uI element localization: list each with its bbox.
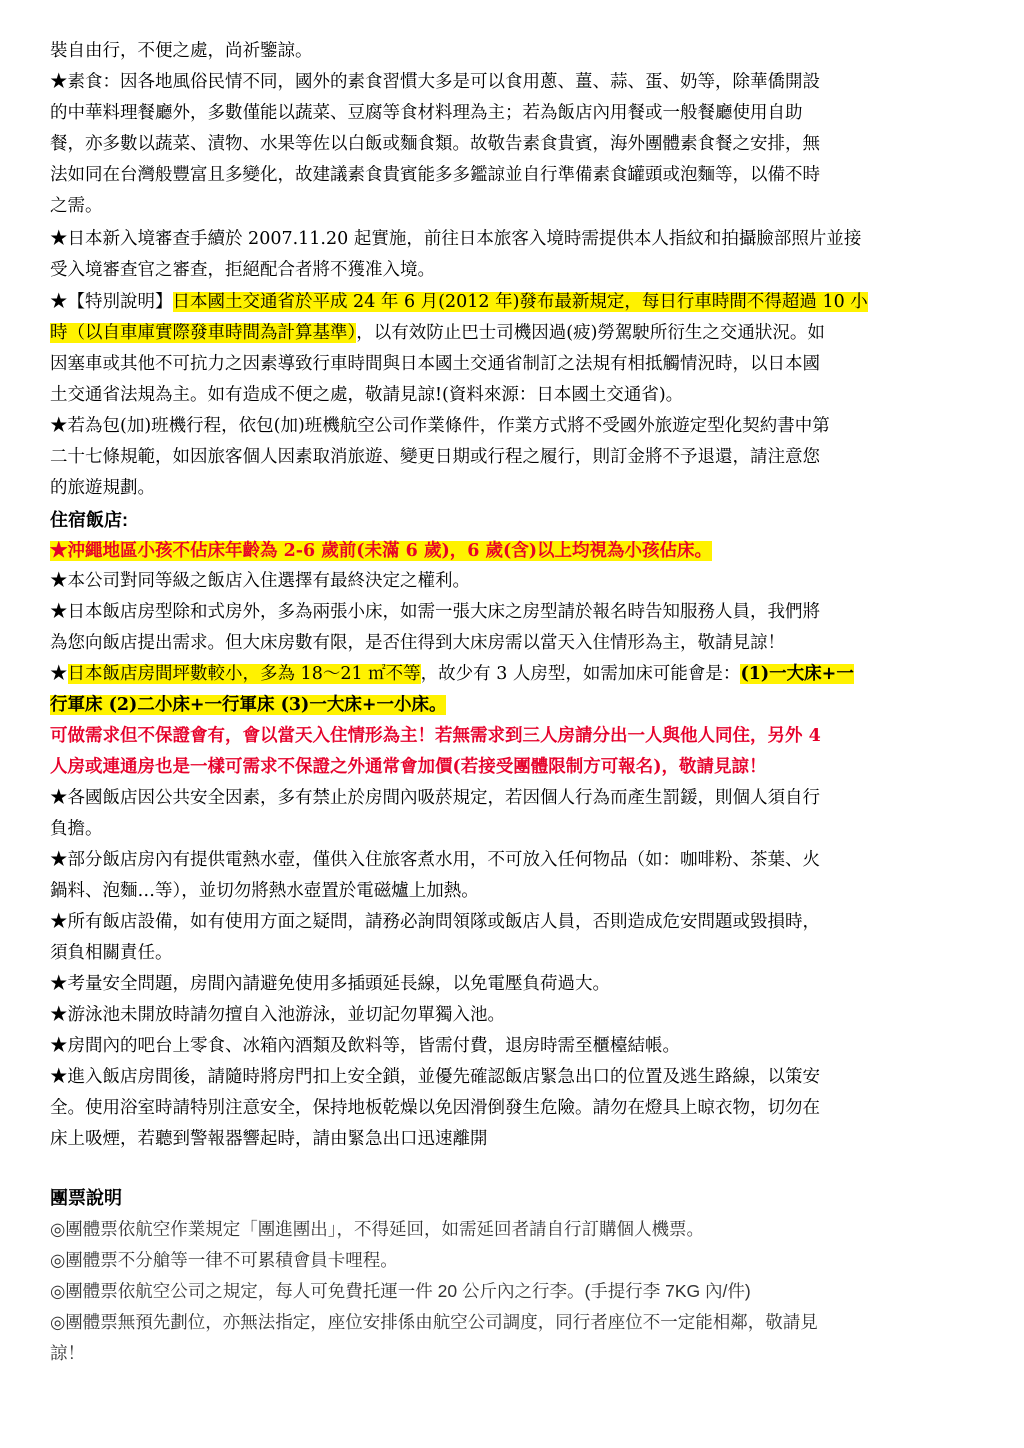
- ticket-rule-line: ◎團體票無預先劃位，亦無法指定，座位安排係由航空公司調度，同行者座位不一定能相鄰，敬請見: [50, 1312, 818, 1332]
- power-note-line: ★考量安全問題，房間內請避免使用多插頭延長線，以免電壓負荷過大。: [50, 974, 610, 994]
- vegetarian-note-line: 法如同在台灣般豐富且多變化，故建議素食貴賓能多多鑑諒並自行準備素食罐頭或泡麵等，以備不時: [50, 165, 820, 185]
- hotel-section-heading: 住宿飯店:: [50, 510, 128, 530]
- room-size-line: [50, 659, 980, 689]
- special-notice-line: 土交通省法規為主。如有造成不便之處，敬請見諒!(資料來源：日本國土交通省)。: [50, 385, 684, 405]
- vegetarian-note-line: 的中華料理餐廳外，多數僅能以蔬菜、豆腐等食材料理為主；若為飯店內用餐或一般餐廳使用自助: [50, 103, 803, 123]
- facility-note-line: 須負相關責任。: [50, 943, 173, 963]
- highlighted-red-text: ★沖繩地區小孩不佔床年齡為 2-6 歲前(未滿 6 歲)，6 歲(含)以上均視為小孩佔床。: [50, 541, 713, 561]
- room-safety-line: 床上吸煙，若聽到警報器響起時，請由緊急出口迅速離開: [50, 1129, 488, 1149]
- pool-note-line: ★游泳池未開放時請勿擅自入池游泳，並切記勿單獨入池。: [50, 1005, 505, 1025]
- paragraph-line: 裝自由行，不便之處，尚祈鑒諒。: [50, 41, 313, 61]
- vegetarian-note-line: 之需。: [50, 196, 103, 216]
- room-request-warning-line: 可做需求但不保證會有，會以當天入住情形為主！若無需求到三人房請分出一人與他人同住，另外 4: [50, 726, 821, 746]
- special-notice-label: ★【特別說明】: [50, 292, 173, 312]
- highlighted-text: 日本國土交通省於平成 24 年 6 月(2012 年)發布最新規定，每日行車時間不得超過 10 小: [172, 292, 868, 312]
- room-safety-line: ★進入飯店房間後，請隨時將房門扣上安全鎖，並優先確認飯店緊急出口的位置及逃生路線，以策安: [50, 1067, 820, 1087]
- charter-note-line: 的旅遊規劃。: [50, 478, 155, 498]
- highlighted-bold-text: 行軍床 (2)二小床+一行軍床 (3)一大床+一小床。: [50, 695, 447, 715]
- room-size-line: [50, 690, 980, 720]
- vegetarian-note-line: 餐，亦多數以蔬菜、漬物、水果等佐以白飯或麵食類。故敬告素食貴賓，海外團體素食餐之安排，無: [50, 134, 820, 154]
- vegetarian-note-line: ★素食：因各地風俗民情不同，國外的素食習慣大多是可以食用蔥、薑、蒜、蛋、奶等，除華僑開設: [50, 72, 820, 92]
- room-type-line: 為您向飯店提出需求。但大床房數有限，是否住得到大床房需以當天入住情形為主，敬請見諒！: [50, 633, 785, 653]
- smoking-rule-line: 負擔。: [50, 819, 103, 839]
- okinawa-notice-line: [50, 536, 980, 566]
- highlighted-bold-text: (1)一大床+一: [740, 664, 854, 684]
- minibar-note-line: ★房間內的吧台上零食、冰箱內酒類及飲料等，皆需付費，退房時需至櫃檯結帳。: [50, 1036, 680, 1056]
- hotel-rights-line: ★本公司對同等級之飯店入住選擇有最終決定之權利。: [50, 571, 470, 591]
- special-notice-text: ，以有效防止巴士司機因過(疲)勞駕駛所衍生之交通狀況。如: [356, 323, 825, 343]
- entry-review-line: ★日本新入境審查手續於 2007.11.20 起實施，前往日本旅客入境時需提供本人指紋和拍攝臉部照片並接: [50, 229, 862, 249]
- smoking-rule-line: ★各國飯店因公共安全因素，多有禁止於房間內吸菸規定，若因個人行為而產生罰鍰，則個人須自行: [50, 788, 820, 808]
- highlighted-text: 時（以自車庫實際發車時間為計算基準）: [50, 323, 357, 343]
- charter-note-line: ★若為包(加)班機行程，依包(加)班機航空公司作業條件，作業方式將不受國外旅遊定型化契約書中第: [50, 416, 830, 436]
- special-notice-line: [50, 318, 980, 348]
- entry-review-line: 受入境審查官之審查，拒絕配合者將不獲准入境。: [50, 260, 435, 280]
- ticket-rule-line: ◎團體票不分艙等一律不可累積會員卡哩程。: [50, 1250, 398, 1270]
- charter-note-line: 二十七條規範，如因旅客個人因素取消旅遊、變更日期或行程之履行，則訂金將不予退還，請注意您: [50, 447, 820, 467]
- ticket-rule-line: ◎團體票依航空作業規定「團進團出」，不得延回，如需延回者請自行訂購個人機票。: [50, 1219, 705, 1239]
- room-request-warning-line: 人房或連通房也是一樣可需求不保證之外通常會加價(若接受團體限制方可報名)，敬請見諒！: [50, 757, 767, 777]
- kettle-note-line: 鍋料、泡麵…等），並切勿將熱水壺置於電磁爐上加熱。: [50, 881, 479, 901]
- special-notice-line: 因塞車或其他不可抗力之因素導致行車時間與日本國土交通省制訂之法規有相抵觸情況時，以日本國: [50, 354, 820, 374]
- room-safety-line: 全。使用浴室時請特別注意安全，保持地板乾燥以免因滑倒發生危險。請勿在燈具上晾衣物，切勿在: [50, 1098, 820, 1118]
- star-bullet: ★: [50, 664, 68, 684]
- room-size-text: ，故少有 3 人房型，如需加床可能會是：: [420, 664, 741, 684]
- ticket-section-heading: 團票說明: [50, 1188, 122, 1208]
- special-notice-line: [50, 287, 980, 317]
- highlighted-text: 日本飯店房間坪數較小，多為 18～21 ㎡不等: [67, 664, 421, 684]
- ticket-rule-line: ◎團體票依航空公司之規定，每人可免費托運一件 20 公斤內之行李。(手提行李 7KG 內/件): [50, 1281, 751, 1301]
- room-type-line: ★日本飯店房型除和式房外，多為兩張小床，如需一張大床之房型請於報名時告知服務人員，我們將: [50, 602, 820, 622]
- facility-note-line: ★所有飯店設備，如有使用方面之疑問，請務必詢問領隊或飯店人員，否則造成危安問題或毀損時，: [50, 912, 820, 932]
- ticket-rule-line: 諒！: [50, 1343, 85, 1363]
- kettle-note-line: ★部分飯店房內有提供電熱水壺，僅供入住旅客煮水用，不可放入任何物品（如：咖啡粉、茶葉、火: [50, 850, 820, 870]
